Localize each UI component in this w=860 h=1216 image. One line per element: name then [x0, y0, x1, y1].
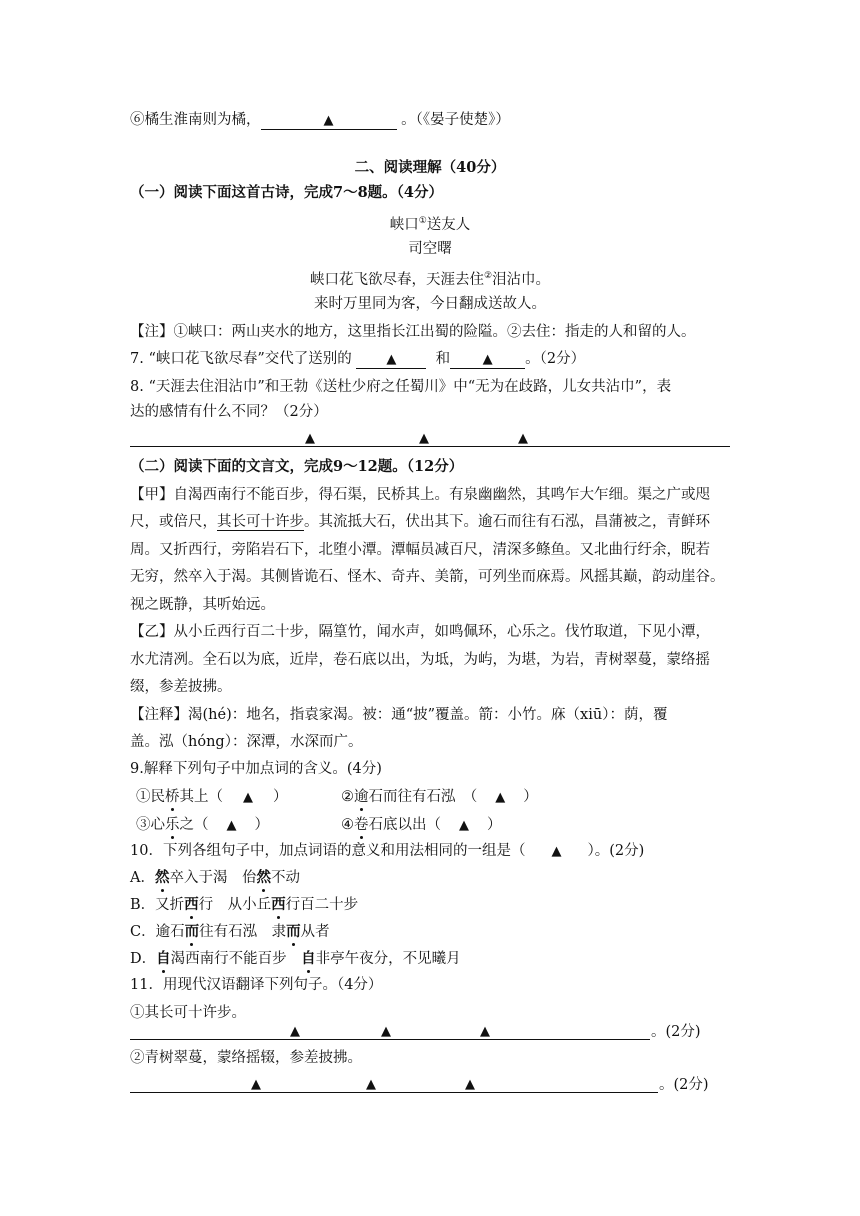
q7-blank-1[interactable] [356, 351, 426, 369]
passage-yi-line-1: 【乙】从小丘西行百二十步，隔篁竹，闻水声，如鸣佩环，心乐之。伐竹取道，下见小潭， [130, 624, 710, 640]
option-label: D． [130, 951, 157, 967]
triangle-icon: ▲ [482, 352, 493, 367]
poem-line-2: 来时万里同为客，今日翻成送故人。 [314, 296, 546, 312]
triangle-icon: ▲ [251, 1077, 261, 1092]
q9-answer-2[interactable] [477, 787, 523, 808]
jia-text: 尺，或倍尺， [130, 514, 217, 530]
poem-title-text: 峡口 [389, 216, 419, 233]
close-paren: ） [254, 817, 269, 833]
dotted-word: 自 [301, 950, 316, 967]
dotted-word: 卷 [354, 817, 369, 833]
q9-answer-4[interactable] [441, 815, 487, 836]
triangle-icon: ▲ [243, 790, 253, 805]
q9-item-1 [136, 787, 288, 808]
q10-score: ）。(2分) [587, 843, 645, 859]
q6-suffix: 。（《晏子使楚》） [401, 112, 510, 128]
question-11-stem: 11．用现代汉语翻译下列句子。（4分） [130, 977, 383, 993]
poem-line-1 [0, 266, 860, 290]
dotted-word: 乐 [165, 817, 180, 833]
q10-option-a[interactable] [130, 868, 300, 888]
question-8-line-1: 8. “天涯去住泪沾巾”和王勃《送杜少府之任蜀川》中“无为在歧路，儿女共沾巾”，表 [130, 379, 672, 395]
option-text: 渴西南行不能百步 [170, 951, 302, 967]
passage-yi-line-2: 水尤清冽。全石以为底，近岸，卷石底以出，为坻，为屿，为堪，为岩，青树翠蔓，蒙络摇 [130, 652, 710, 668]
option-text: 非亭午夜分，不见曦月 [315, 951, 461, 967]
section-title: 二、阅读理解（40分） [354, 159, 506, 176]
passage-jia-line-5: 视之既静，其听始远。 [130, 597, 275, 613]
q11-sentence-1: ①其长可十许步。 [130, 1005, 246, 1021]
q9-item-text: ④ [341, 817, 354, 833]
q11-answer-line-2[interactable] [130, 1092, 658, 1093]
triangle-icon: ▲ [226, 818, 237, 833]
triangle-icon: ▲ [305, 431, 315, 446]
triangle-icon: ▲ [381, 1024, 391, 1039]
option-text: 卒入于渴 佁 [169, 870, 257, 886]
q9-item-text: 石而往有石泓 （ [368, 789, 478, 805]
triangle-icon: ▲ [518, 431, 528, 446]
q10-option-d[interactable] [130, 949, 461, 969]
triangle-icon: ▲ [465, 1077, 475, 1092]
dotted-word: 逾 [354, 789, 369, 805]
q9-item-text: ② [341, 789, 354, 805]
q10-option-b[interactable] [130, 895, 358, 915]
triangle-icon: ▲ [551, 844, 562, 859]
option-label: C．逾石 [130, 924, 185, 940]
question-9-stem: 9.解释下列句子中加点词的含义。(4分) [130, 761, 382, 777]
option-text: 行百二十步 [285, 897, 359, 913]
q9-item-2 [341, 787, 538, 808]
dotted-word: 而 [184, 923, 200, 940]
passage-yi-line-3: 缀，参差披拂。 [130, 679, 232, 695]
close-paren: ） [523, 789, 538, 805]
passage-jia-line-4: 无穷，然卒入于渴。其侧皆诡石、怪木、奇卉、美箭，可列坐而庥焉。风摇其巅，韵动崖谷。 [130, 569, 725, 585]
passage-jia-line-2 [130, 512, 710, 532]
option-text: 往有石泓 隶 [199, 924, 287, 940]
poem-author: 司空曙 [408, 241, 452, 257]
q9-item-text: ③心 [136, 817, 165, 833]
dotted-word: 西 [184, 896, 199, 913]
gloss-line-1: 【注释】渴(hé)：地名，指袁家渴。被：通“披”覆盖。箭：小竹。庥（xiū）：荫，覆 [130, 707, 668, 723]
triangle-icon: ▲ [323, 113, 334, 128]
part2-heading: （二）阅读下面的文言文，完成9～12题。（12分） [130, 458, 464, 475]
q7-blank-2[interactable] [450, 351, 525, 369]
q9-item-text: 其上（ [179, 789, 223, 805]
triangle-icon: ▲ [480, 1024, 490, 1039]
question-7 [130, 349, 585, 369]
poem-title-text-2: 送友人 [426, 216, 471, 233]
q9-item-3 [136, 815, 269, 836]
q7-and: 和 [435, 351, 451, 367]
poem-line-1-b: 泪沾巾。 [492, 271, 551, 288]
poem-note: 【注】①峡口：两山夹水的地方，这里指长江出蜀的险隘。②去住：指走的人和留的人。 [130, 324, 696, 340]
q7-score: 。（2分） [525, 351, 586, 367]
q9-item-text: 石底以出（ [368, 817, 441, 833]
triangle-icon: ▲ [495, 790, 506, 805]
dotted-word: 自 [156, 950, 171, 967]
question-10-stem [130, 841, 644, 862]
q9-item-4 [341, 815, 502, 836]
q9-answer-1[interactable] [223, 787, 273, 808]
dotted-word: 西 [271, 896, 286, 913]
triangle-icon: ▲ [419, 431, 429, 446]
q7-text: 7. “峡口花飞欲尽春”交代了送别的 [130, 351, 352, 367]
dotted-word: 然 [256, 869, 271, 886]
underlined-sentence: 其长可十许步 [217, 514, 304, 530]
option-text: 不动 [270, 870, 300, 886]
passage-jia-line-3: 周。又折西行，旁陷岩石下，北堕小潭。潭幅员减百尺，清深多鲦鱼。又北曲行纡余，睨若 [130, 542, 710, 558]
q6-line [130, 110, 510, 130]
part1-heading: （一）阅读下面这首古诗，完成7～8题。（4分） [130, 184, 444, 201]
poem-line-1-a: 峡口花飞欲尽春，天涯去住 [309, 271, 484, 288]
passage-jia-line-1: 【甲】自渴西南行不能百步，得石渠，民桥其上。有泉幽幽然，其鸣乍大乍细。渠之广或咫 [130, 487, 710, 503]
option-label: B．又折 [130, 897, 185, 913]
q8-answer-line[interactable] [130, 446, 730, 447]
q11-score-1: 。(2分) [651, 1024, 701, 1040]
dotted-word: 而 [286, 923, 301, 940]
close-paren: ） [487, 817, 502, 833]
jia-text-2: 。其流抵大石，伏出其下。逾石而往有石泓，昌蒲被之，青鲜环 [304, 514, 710, 530]
triangle-icon: ▲ [366, 1077, 376, 1092]
option-label: A． [130, 870, 155, 886]
question-8-line-2: 达的感情有什么不同？（2分） [130, 404, 328, 420]
dotted-word: 然 [154, 869, 170, 886]
q11-score-2: 。(2分) [659, 1077, 709, 1093]
gloss-line-2: 盖。泓（hóng）：深潭，水深而广。 [130, 734, 363, 750]
triangle-icon: ▲ [459, 818, 469, 833]
dotted-word: 桥 [165, 789, 180, 805]
option-text: 从者 [300, 924, 330, 940]
option-text: 行 从小丘 [198, 897, 272, 913]
q9-answer-3[interactable] [209, 815, 255, 836]
poem-title [0, 211, 860, 235]
q9-item-text: 之（ [179, 817, 209, 833]
q6-prefix: ⑥橘生淮南则为橘， [130, 112, 261, 128]
q11-sentence-2: ②青树翠蔓，蒙络摇辍，参差披拂。 [130, 1050, 362, 1066]
footnote-mark: ① [418, 216, 427, 226]
q10-option-c[interactable] [130, 922, 330, 942]
q10-answer[interactable] [525, 841, 587, 862]
q10-text: 10．下列各组句子中，加点词语的意义和用法相同的一组是（ [130, 843, 526, 859]
triangle-icon: ▲ [386, 352, 397, 367]
triangle-icon: ▲ [290, 1024, 300, 1039]
footnote-mark-2: ② [483, 271, 493, 281]
q9-item-text: ①民 [136, 789, 165, 805]
q6-answer-blank[interactable] [261, 112, 397, 130]
close-paren: ） [273, 789, 288, 805]
